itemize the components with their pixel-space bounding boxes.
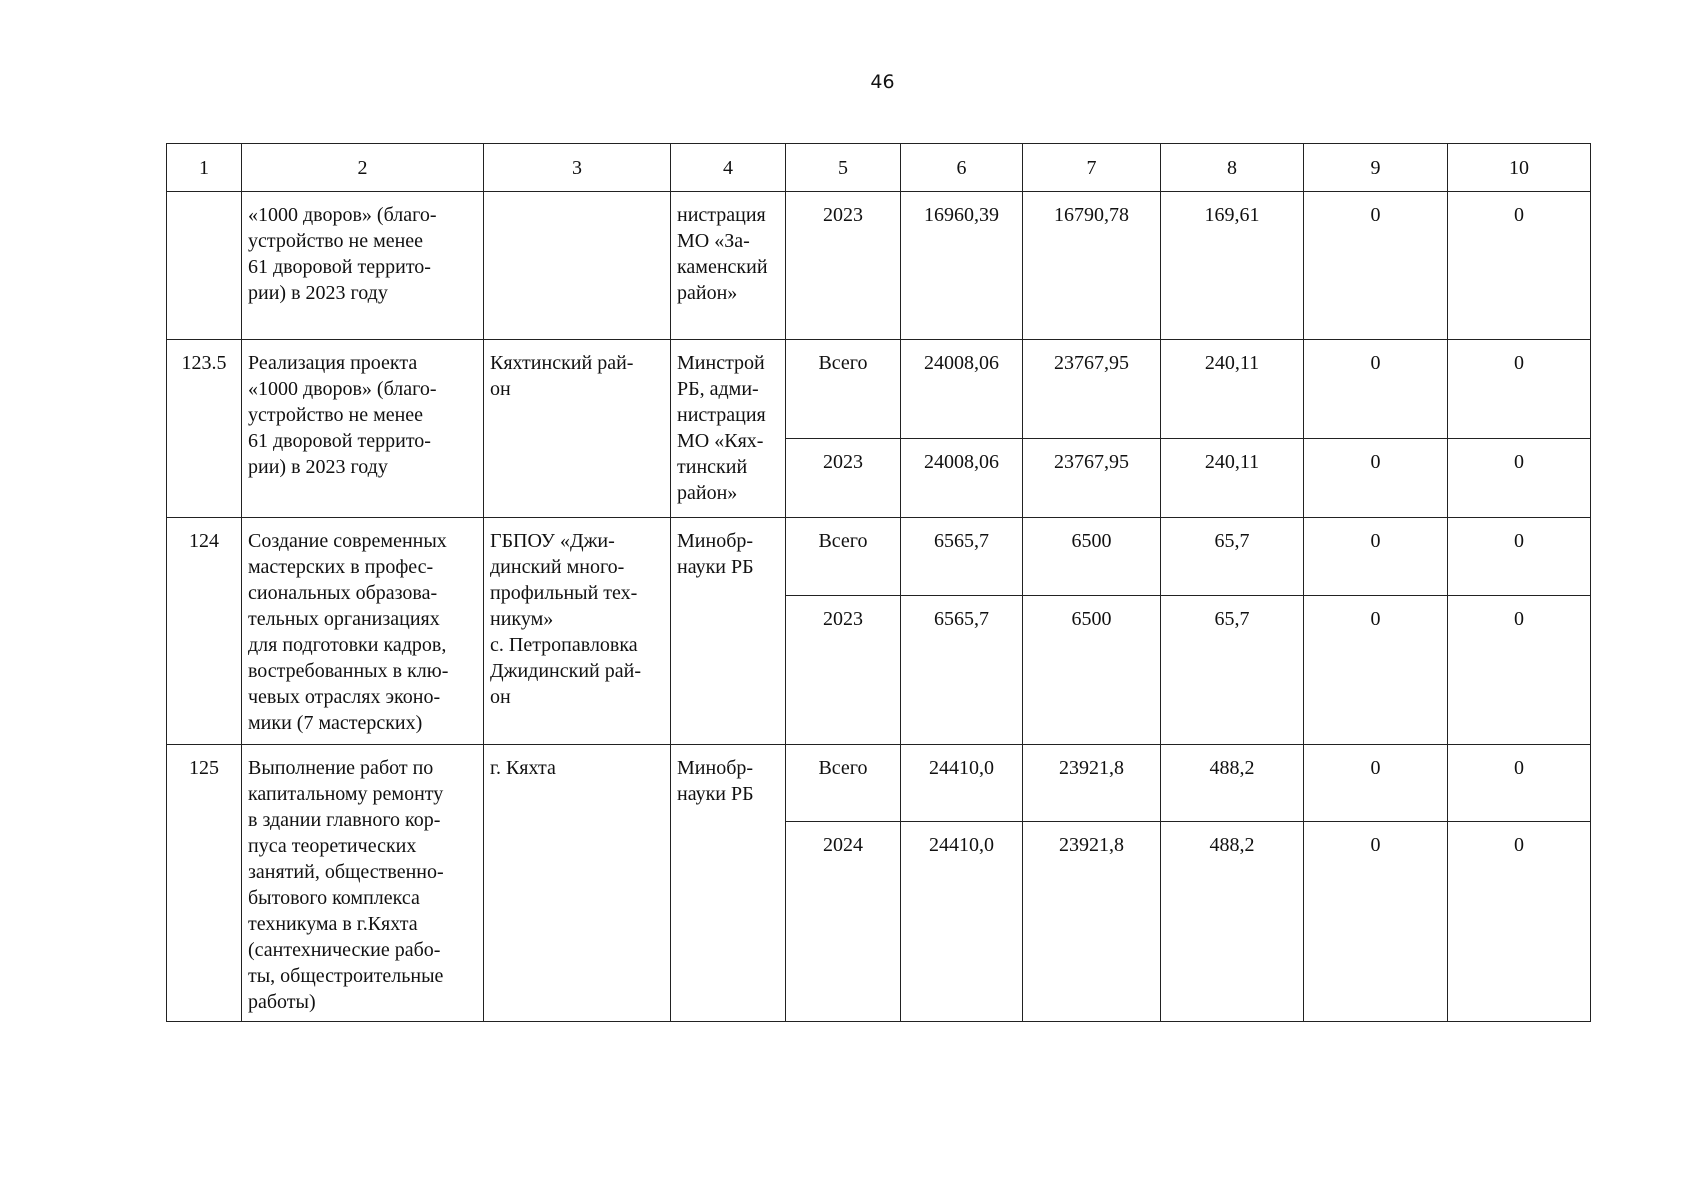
amount-cell-8: 65,7 bbox=[1161, 518, 1304, 596]
location-cell bbox=[484, 192, 671, 340]
amount-cell-6: 16960,39 bbox=[901, 192, 1023, 340]
activity-name-cell: «1000 дворов» (благо- устройство не менее 61 дворовой террито- рии) в 2023 году bbox=[242, 192, 484, 340]
column-number-7: 7 bbox=[1023, 144, 1161, 192]
column-number-5: 5 bbox=[786, 144, 901, 192]
amount-cell-9: 0 bbox=[1304, 596, 1448, 745]
column-number-1: 1 bbox=[167, 144, 242, 192]
amount-cell-6: 6565,7 bbox=[901, 518, 1023, 596]
column-number-4: 4 bbox=[671, 144, 786, 192]
column-number-3: 3 bbox=[484, 144, 671, 192]
year-cell: Всего bbox=[786, 745, 901, 822]
amount-cell-6: 24410,0 bbox=[901, 745, 1023, 822]
amount-cell-9: 0 bbox=[1304, 439, 1448, 518]
amount-cell-8: 169,61 bbox=[1161, 192, 1304, 340]
row-number-cell bbox=[167, 192, 242, 340]
year-cell: Всего bbox=[786, 518, 901, 596]
amount-cell-7: 6500 bbox=[1023, 518, 1161, 596]
amount-cell-7: 23767,95 bbox=[1023, 340, 1161, 439]
amount-cell-6: 24410,0 bbox=[901, 822, 1023, 1022]
program-activities-table bbox=[166, 143, 1591, 1022]
column-number-8: 8 bbox=[1161, 144, 1304, 192]
amount-cell-7: 16790,78 bbox=[1023, 192, 1161, 340]
page-number: 46 bbox=[870, 71, 895, 93]
amount-cell-6: 24008,06 bbox=[901, 439, 1023, 518]
column-number-9: 9 bbox=[1304, 144, 1448, 192]
row-number-cell: 124 bbox=[167, 518, 242, 745]
amount-cell-7: 23921,8 bbox=[1023, 745, 1161, 822]
amount-cell-9: 0 bbox=[1304, 822, 1448, 1022]
amount-cell-8: 488,2 bbox=[1161, 745, 1304, 822]
amount-cell-10: 0 bbox=[1448, 192, 1591, 340]
amount-cell-9: 0 bbox=[1304, 192, 1448, 340]
activity-name-cell: Создание современных мастерских в профес- сиональных образова- тельных организациях для подготовки кадров, востребованных в клю- чевых отраслях эконо- мики (7 мастерских) bbox=[242, 518, 484, 745]
year-cell: Всего bbox=[786, 340, 901, 439]
executor-cell: Минобр- науки РБ bbox=[671, 745, 786, 1022]
amount-cell-9: 0 bbox=[1304, 518, 1448, 596]
activity-name-cell: Реализация проекта «1000 дворов» (благо- устройство не менее 61 дворовой террито- рии) в 2023 году bbox=[242, 340, 484, 518]
amount-cell-10: 0 bbox=[1448, 596, 1591, 745]
amount-cell-7: 23767,95 bbox=[1023, 439, 1161, 518]
amount-cell-10: 0 bbox=[1448, 745, 1591, 822]
amount-cell-9: 0 bbox=[1304, 340, 1448, 439]
amount-cell-10: 0 bbox=[1448, 822, 1591, 1022]
amount-cell-9: 0 bbox=[1304, 745, 1448, 822]
table-row bbox=[167, 745, 1591, 822]
column-number-2: 2 bbox=[242, 144, 484, 192]
amount-cell-6: 24008,06 bbox=[901, 340, 1023, 439]
activity-name-cell: Выполнение работ по капитальному ремонту в здании главного кор- пуса теоретических занятий, общественно- бытового комплекса техникума в г.Кяхта (сантехнические рабо- ты, общестроительные работы) bbox=[242, 745, 484, 1022]
year-cell: 2023 bbox=[786, 192, 901, 340]
amount-cell-10: 0 bbox=[1448, 439, 1591, 518]
table-row bbox=[167, 192, 1591, 340]
year-cell: 2024 bbox=[786, 822, 901, 1022]
year-cell: 2023 bbox=[786, 596, 901, 745]
amount-cell-8: 240,11 bbox=[1161, 340, 1304, 439]
amount-cell-7: 6500 bbox=[1023, 596, 1161, 745]
table-header-row bbox=[167, 144, 1591, 192]
amount-cell-7: 23921,8 bbox=[1023, 822, 1161, 1022]
location-cell: г. Кяхта bbox=[484, 745, 671, 1022]
year-cell: 2023 bbox=[786, 439, 901, 518]
amount-cell-8: 240,11 bbox=[1161, 439, 1304, 518]
executor-cell: Минобр- науки РБ bbox=[671, 518, 786, 745]
column-number-6: 6 bbox=[901, 144, 1023, 192]
executor-cell: Минстрой РБ, адми- нистрация МО «Кях- тинский район» bbox=[671, 340, 786, 518]
row-number-cell: 125 bbox=[167, 745, 242, 1022]
column-number-10: 10 bbox=[1448, 144, 1591, 192]
amount-cell-6: 6565,7 bbox=[901, 596, 1023, 745]
table-row bbox=[167, 518, 1591, 596]
row-number-cell: 123.5 bbox=[167, 340, 242, 518]
location-cell: Кяхтинский рай- он bbox=[484, 340, 671, 518]
amount-cell-8: 488,2 bbox=[1161, 822, 1304, 1022]
amount-cell-10: 0 bbox=[1448, 518, 1591, 596]
amount-cell-8: 65,7 bbox=[1161, 596, 1304, 745]
executor-cell: нистрация МО «За- каменский район» bbox=[671, 192, 786, 340]
location-cell: ГБПОУ «Джи- динский много- профильный тех- никум» с. Петропавловка Джидинский рай- он bbox=[484, 518, 671, 745]
table-row bbox=[167, 340, 1591, 439]
amount-cell-10: 0 bbox=[1448, 340, 1591, 439]
